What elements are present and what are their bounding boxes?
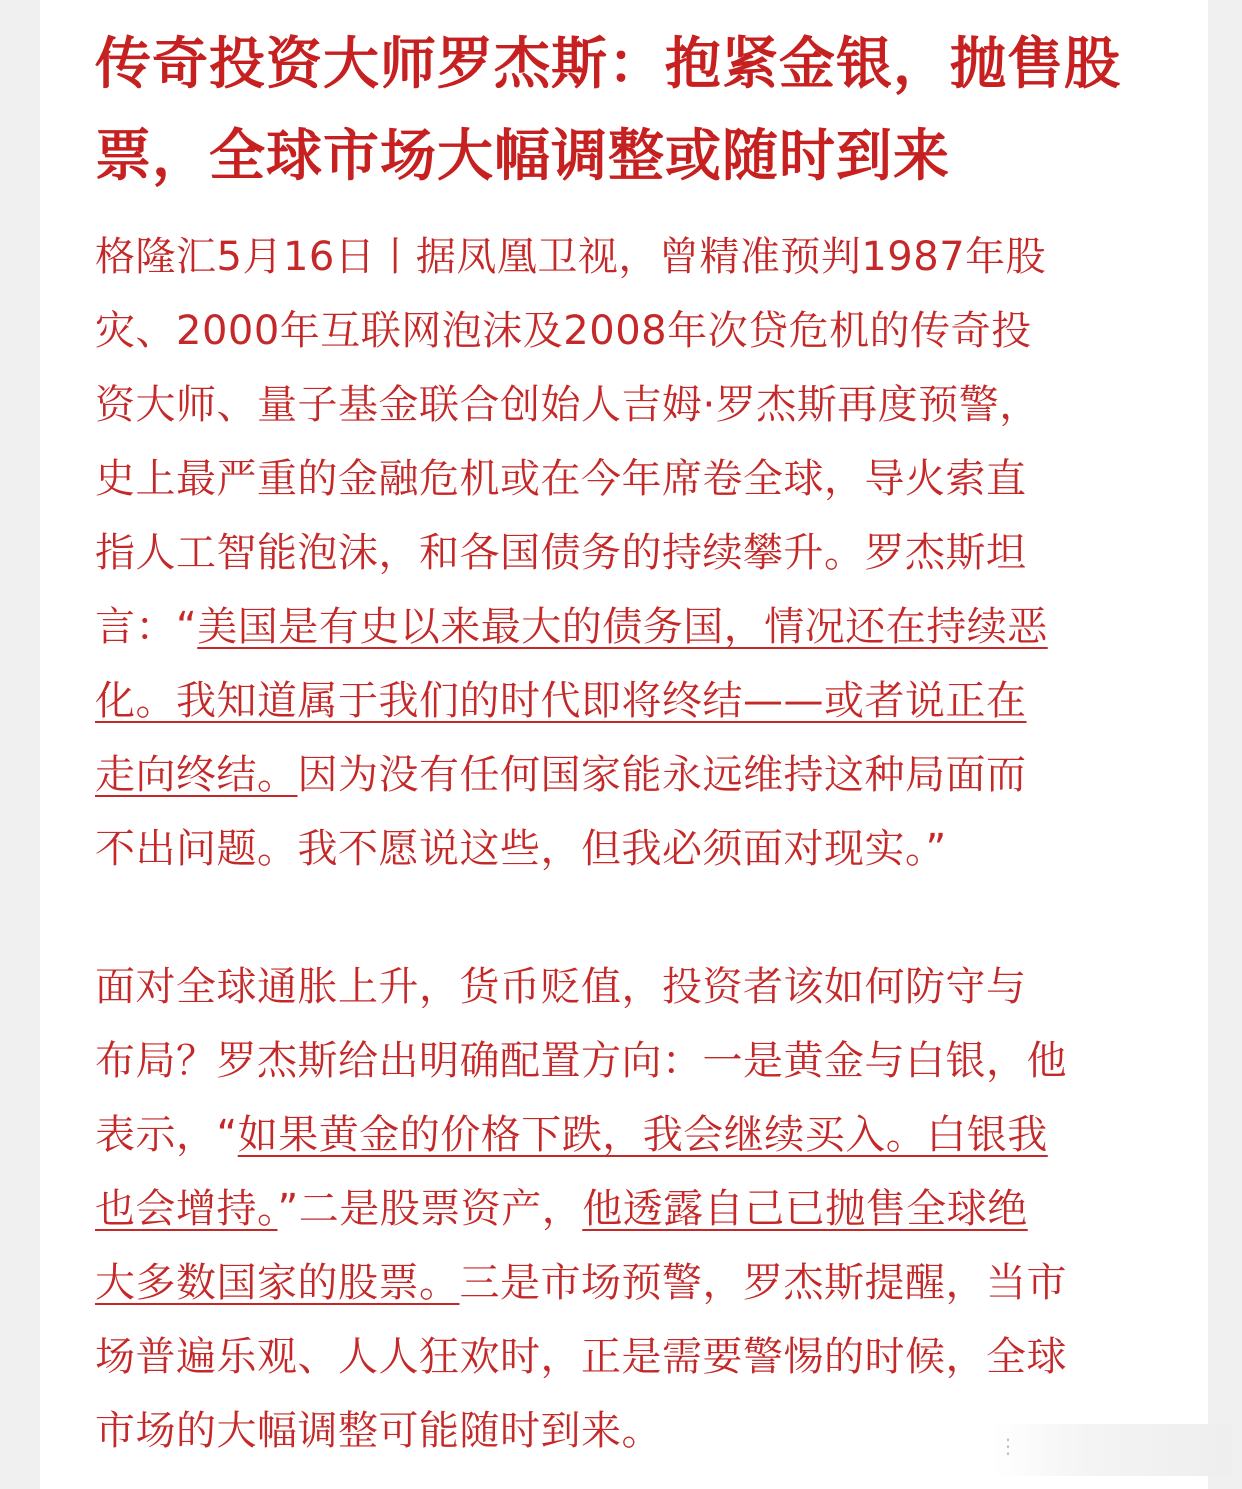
underlined-quote: 他透露自己已抛售全球绝 [582,1186,1028,1232]
text-line [95,744,1027,806]
text-span: ”二是股票资产， [277,1186,583,1232]
text-line: 资大师、量子基金联合创始人吉姆·罗杰斯再度预警， [95,382,1040,428]
underlined-quote: 走向终结。 [95,752,298,798]
text-line: 灾、2000年互联网泡沫及2008年次贷危机的传奇投 [95,308,1032,354]
text-line [95,1104,1048,1166]
underlined-quote: 如果黄金的价格下跌，我会继续买入。白银我 [237,1112,1048,1158]
text-line [95,1252,1067,1314]
underlined-quote: 大多数国家的股票。 [95,1260,460,1306]
text-line [95,596,1048,658]
text-span: 表示，“ [95,1112,238,1158]
text-line: 格隆汇5月16日丨据凤凰卫视，曾精准预判1987年股 [95,234,1047,280]
text-line: 不出问题。我不愿说这些，但我必须面对现实。” [95,826,947,872]
underlined-quote: 化。我知道属于我们的时代即将终结——或者说正在 [95,678,1027,724]
text-span: 因为没有任何国家能永远维持这种局面而 [297,752,1027,798]
title-line-2: 票，全球市场大幅调整或随时到来 [95,123,950,189]
text-line: 布局？罗杰斯给出明确配置方向：一是黄金与白银，他 [95,1038,1067,1084]
text-line: 史上最严重的金融危机或在今年席卷全球，导火索直 [95,456,1027,502]
text-line: 面对全球通胀上升，货币贬值，投资者该如何防守与 [95,964,1027,1010]
text-line: 市场的大幅调整可能随时到来。 [95,1408,662,1454]
text-span: 三是市场预警，罗杰斯提醒，当市 [459,1260,1067,1306]
article-title [95,18,1195,202]
text-line: 场普遍乐观、人人狂欢时，正是需要警惕的时候，全球 [95,1334,1067,1380]
underlined-quote: 美国是有史以来最大的债务国，情况还在持续恶 [197,604,1048,650]
title-line-1: 传奇投资大师罗杰斯：抱紧金银，抛售股 [95,31,1121,97]
text-line [95,670,1027,732]
text-line [95,1178,1028,1240]
text-line: 指人工智能泡沫，和各国债务的持续攀升。罗杰斯坦 [95,530,1027,576]
corner-badge[interactable] [992,1424,1232,1476]
underlined-quote: 也会增持。 [95,1186,278,1232]
comment-icon: ⋮ [998,1434,1018,1458]
quote-open: 言：“ [95,604,198,650]
